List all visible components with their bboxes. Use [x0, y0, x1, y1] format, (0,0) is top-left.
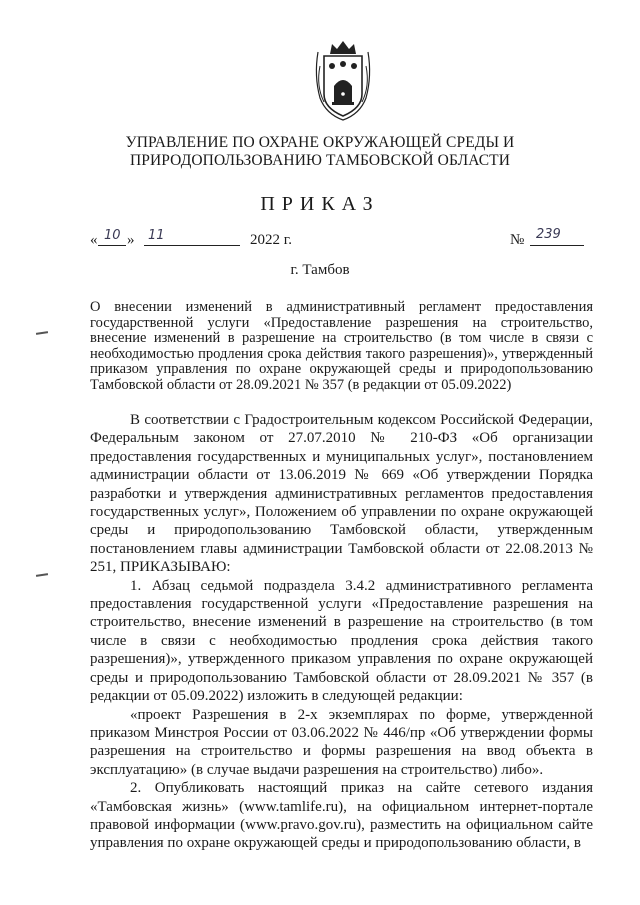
- city: г. Тамбов: [290, 262, 350, 278]
- document-number: 239: [536, 227, 561, 242]
- body: [90, 411, 593, 853]
- paragraph-quote: «проект Разрешения в 2-х экземплярах по форме, утвержденной приказом Минстроя России от 03.06.2022 № 446/пр «Об утверждении формы разрешения на строительство и формы разрешения на ввод объекта в эксплуатацию» (в случае выдачи разрешения на строительство) либо».: [90, 706, 593, 778]
- number-sign: №: [510, 232, 525, 248]
- tambov-coat-of-arms-icon: [310, 36, 376, 122]
- paragraph-item-2: 2. Опубликовать настоящий приказ на сайте сетевого издания «Тамбовская жизнь» (www.tamlife.ru), на официальном интернет-портале правовой информации (www.pravo.gov.ru), разместить на официальном сайте управления по охране окружающей среды и природопользованию области, в: [90, 780, 593, 852]
- date-month: 11: [148, 228, 165, 243]
- subject: О внесении изменений в административный регламент предоставления государственной услуги «Предоставление разрешения на строительство, внесение изменений в разрешение на строительство (в том числе в связи с необходимостью продления срока действия такого разрешения)», утвержденный приказом управления по охране окружающей среды и природопользованию Тамбовской области от 28.09.2021 № 357 (в редакции от 05.09.2022): [90, 299, 593, 393]
- date-line: « 10 » 11 2022 г. № 239: [90, 232, 590, 252]
- paragraph-item-1: 1. Абзац седьмой подраздела 3.4.2 административного регламента предоставления государственной услуги «Предоставление разрешения на строительство, внесение изменений в разрешение на строительство (в том числе в связи с необходимостью продления срока действия такого разрешения)», утвержденного приказом управления по охране окружающей среды и природопользованию Тамбовской области от 28.09.2021 № 357 (в редакции от 05.09.2022) изложить в следующей редакции:: [90, 577, 593, 705]
- date-year: 2022 г.: [250, 232, 292, 248]
- org-name-line-1: УПРАВЛЕНИЕ ПО ОХРАНЕ ОКРУЖАЮЩЕЙ СРЕДЫ И: [125, 134, 515, 151]
- org-name-line-2: ПРИРОДОПОЛЬЗОВАНИЮ ТАМБОВСКОЙ ОБЛАСТИ: [129, 152, 511, 169]
- date-day: 10: [104, 228, 121, 243]
- document-type-title: ПРИКАЗ: [260, 193, 380, 215]
- margin-mark: [36, 331, 48, 335]
- margin-mark: [36, 573, 48, 577]
- paragraph-preamble: В соответствии с Градостроительным кодексом Российской Федерации, Федеральным законом от 27.07.2010 № 210-ФЗ «Об организации предоставления государственных и муниципальных услуг», постановлением администрации области от 13.06.2019 № 669 «Об утверждении Порядка разработки и утверждения административных регламентов предоставления государственных услуг», Положением об управлении по охране окружающей среды и природопользованию Тамбовской области, утвержденным постановлением главы администрации Тамбовской области от 22.08.2013 № 251, ПРИКАЗЫВАЮ:: [90, 412, 593, 576]
